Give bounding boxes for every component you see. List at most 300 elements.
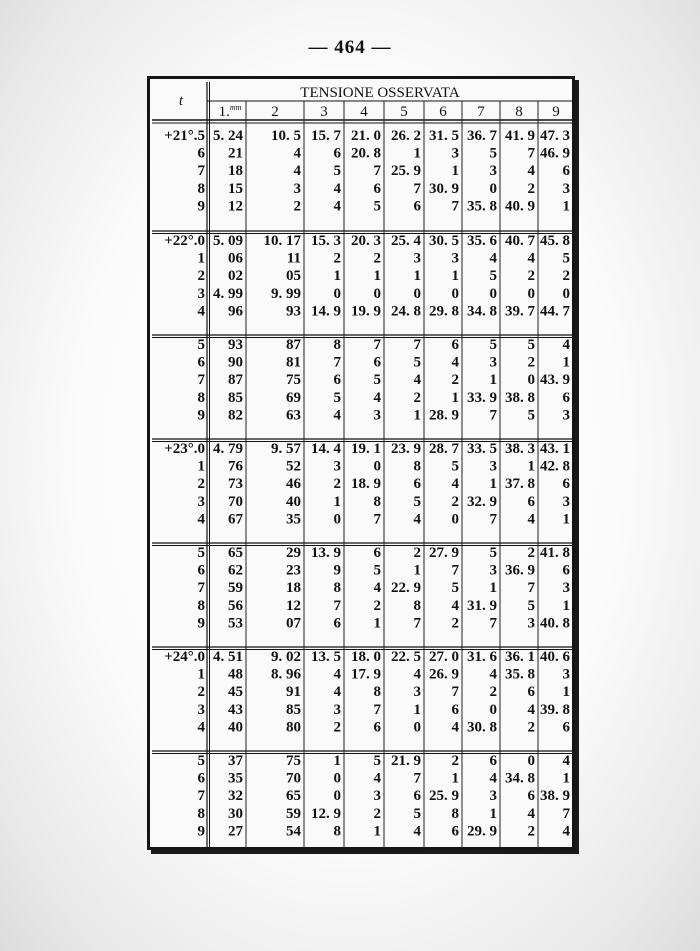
table-cell: 14. 9: [311, 303, 341, 320]
table-cell: 0: [333, 285, 341, 302]
table-cell: 1: [451, 770, 459, 787]
table-cell: 4: [413, 823, 421, 840]
table-cell: 8: [373, 493, 381, 510]
table-cell: 36. 7: [467, 128, 497, 144]
table-cell: 1: [562, 511, 570, 528]
table-cell: 37. 8: [505, 476, 535, 493]
row-label: 9: [197, 615, 205, 632]
table-cell: 6: [413, 476, 421, 493]
table-cell: 3: [489, 788, 497, 805]
table-cell: 13. 9: [311, 545, 341, 561]
table-cell: 21. 9: [391, 753, 421, 769]
table-cell: 3: [562, 666, 570, 683]
table-cell: 5: [489, 268, 497, 285]
table-cell: 6: [562, 163, 570, 180]
table-cell: 3: [562, 407, 570, 424]
table-cell: 2: [527, 719, 535, 736]
table-cell: 6: [373, 545, 381, 561]
table-cell: 93: [286, 303, 301, 320]
table-cell: 0: [527, 372, 535, 389]
table-cell: 40. 6: [540, 649, 570, 665]
table-cell: 8. 96: [271, 666, 301, 683]
row-label: 5: [197, 545, 205, 561]
table-cell: 20. 8: [351, 145, 381, 162]
table-cell: 7: [413, 615, 421, 632]
row-label: 7: [197, 788, 205, 805]
table-cell: 3: [489, 354, 497, 371]
table-cell: 85: [286, 701, 301, 718]
table-cell: 25. 4: [391, 233, 421, 249]
table-cell: 6: [451, 701, 459, 718]
table-cell: 6: [333, 372, 341, 389]
table-cell: 19. 1: [351, 441, 381, 457]
table-cell: 34. 8: [505, 770, 535, 787]
table-cell: 34. 8: [467, 303, 497, 320]
table-cell: 7: [489, 407, 497, 424]
table-cell: 6: [489, 753, 497, 769]
table-cell: 5: [373, 198, 381, 215]
table-cell: 12: [228, 198, 243, 215]
table-cell: 7: [489, 511, 497, 528]
table-cell: 63: [286, 407, 301, 424]
table-cell: 18. 0: [351, 649, 381, 665]
table-cell: 4: [527, 163, 535, 180]
row-label: +23°.0: [164, 441, 205, 457]
table-cell: 29. 8: [429, 303, 459, 320]
table-cell: 2: [333, 250, 341, 267]
table-cell: 4: [413, 511, 421, 528]
table-cell: 7: [451, 562, 459, 579]
table-cell: 2: [527, 354, 535, 371]
table-cell: 30: [228, 805, 243, 822]
table-cell: 59: [286, 805, 301, 822]
table-cell: 1: [413, 145, 421, 162]
table-cell: 9. 57: [271, 441, 301, 457]
table-cell: 5: [562, 250, 570, 267]
table-cell: 4: [373, 389, 381, 406]
table-cell: 62: [228, 562, 243, 579]
table-cell: 7: [413, 337, 421, 353]
table-cell: 7: [451, 684, 459, 701]
table-cell: 46. 9: [540, 145, 570, 162]
table-cell: 30. 5: [429, 233, 459, 249]
table-cell: 0: [333, 788, 341, 805]
table-cell: 43. 1: [540, 441, 570, 457]
table-cell: 18. 9: [351, 476, 381, 493]
row-label: 2: [197, 268, 205, 285]
table-cell: 65: [286, 788, 301, 805]
table-cell: 54: [286, 823, 301, 840]
table-cell: 5: [527, 407, 535, 424]
table-cell: 26. 9: [429, 666, 459, 683]
row-label: 4: [197, 719, 205, 736]
table-cell: 4. 51: [213, 649, 243, 665]
table-cell: 9. 99: [271, 285, 301, 302]
table-cell: 4: [451, 719, 459, 736]
table-cell: 30. 9: [429, 180, 459, 197]
table-cell: 15: [228, 180, 243, 197]
column-header: 7: [477, 104, 485, 120]
table-cell: 1: [489, 805, 497, 822]
table-cell: 4: [527, 250, 535, 267]
row-label: +22°.0: [164, 233, 205, 249]
table-cell: 3: [489, 163, 497, 180]
table-cell: 4: [451, 597, 459, 614]
row-label: 9: [197, 407, 205, 424]
table-cell: 4: [373, 580, 381, 597]
table-cell: 1: [413, 268, 421, 285]
table-cell: 3: [413, 250, 421, 267]
table-cell: 2: [451, 493, 459, 510]
table-cell: 12. 9: [311, 805, 341, 822]
table-cell: 27. 9: [429, 545, 459, 561]
table-cell: 3: [489, 562, 497, 579]
table-cell: 4: [373, 770, 381, 787]
table-cell: 2: [527, 268, 535, 285]
row-label: 7: [197, 580, 205, 597]
table-cell: 33. 5: [467, 441, 497, 457]
table-cell: 6: [562, 389, 570, 406]
table-cell: 6: [527, 788, 535, 805]
column-header: 5: [400, 104, 408, 120]
table-cell: 46: [286, 476, 301, 493]
table-cell: 3: [562, 180, 570, 197]
table-cell: 39. 7: [505, 303, 535, 320]
row-label: 8: [197, 597, 205, 614]
table-cell: 29: [286, 545, 301, 561]
table-cell: 45. 8: [540, 233, 570, 249]
row-label: 7: [197, 372, 205, 389]
table-cell: 3: [333, 701, 341, 718]
table-cell: 1: [451, 268, 459, 285]
table-cell: 31. 6: [467, 649, 497, 665]
table-cell: 40: [286, 493, 301, 510]
table-cell: 1: [451, 163, 459, 180]
table-cell: 3: [451, 250, 459, 267]
table-cell: 13. 5: [311, 649, 341, 665]
table-cell: 65: [228, 545, 243, 561]
row-label: 2: [197, 476, 205, 493]
table-cell: 3: [562, 580, 570, 597]
table-cell: 41. 9: [505, 128, 535, 144]
table-cell: 23: [286, 562, 301, 579]
table-cell: 5: [489, 145, 497, 162]
table-cell: 25. 9: [429, 788, 459, 805]
row-label: 6: [197, 562, 205, 579]
row-label: 1: [197, 250, 205, 267]
table-cell: 27. 0: [429, 649, 459, 665]
table-cell: 0: [489, 701, 497, 718]
table-cell: 4: [562, 337, 570, 353]
table-cell: 5: [489, 337, 497, 353]
table-cell: 7: [562, 805, 570, 822]
group-header: TENSIONE OSSERVATA: [300, 85, 460, 101]
table-cell: 43: [228, 701, 243, 718]
table-cell: 2: [451, 753, 459, 769]
table-cell: 2: [413, 389, 421, 406]
table-cell: 2: [333, 719, 341, 736]
table-cell: 4. 79: [213, 441, 243, 457]
table-cell: 0: [333, 770, 341, 787]
table-cell: 1: [489, 476, 497, 493]
row-label: +24°.0: [164, 649, 205, 665]
column-header: 4: [360, 104, 368, 120]
table-cell: 96: [228, 303, 243, 320]
table-cell: 7: [451, 198, 459, 215]
table-cell: 21: [228, 145, 243, 162]
table-cell: 0: [413, 285, 421, 302]
table-cell: 70: [228, 493, 243, 510]
table-cell: 0: [451, 285, 459, 302]
table-cell: 47. 3: [540, 128, 570, 144]
table-cell: 2: [489, 684, 497, 701]
table-cell: 2: [527, 180, 535, 197]
table-cell: 28. 9: [429, 407, 459, 424]
table-cell: 6: [451, 337, 459, 353]
table-cell: 76: [228, 458, 243, 475]
table-cell: 3: [373, 788, 381, 805]
table-cell: 2: [451, 372, 459, 389]
table-cell: 7: [527, 580, 535, 597]
table-cell: 6: [527, 493, 535, 510]
table-cell: 4: [333, 407, 341, 424]
table-cell: 2: [373, 805, 381, 822]
table-cell: 8: [451, 805, 459, 822]
row-label: 8: [197, 180, 205, 197]
table-cell: 0: [562, 285, 570, 302]
table-cell: 39. 8: [540, 701, 570, 718]
column-header: 6: [439, 104, 447, 120]
table-cell: 56: [228, 597, 243, 614]
row-label: 5: [197, 337, 205, 353]
table-cell: 3: [489, 458, 497, 475]
table-cell: 02: [228, 268, 243, 285]
table-cell: 22. 9: [391, 580, 421, 597]
table-cell: 41. 8: [540, 545, 570, 561]
table-cell: 0: [413, 719, 421, 736]
table-cell: 35. 8: [505, 666, 535, 683]
table-cell: 8: [373, 684, 381, 701]
table-cell: 3: [451, 145, 459, 162]
table-cell: 3: [373, 407, 381, 424]
table-cell: 1: [562, 684, 570, 701]
table-cell: 3: [527, 615, 535, 632]
table-cell: 7: [373, 337, 381, 353]
table-cell: 10. 5: [271, 128, 301, 144]
table-cell: 1: [562, 198, 570, 215]
table-cell: 9. 02: [271, 649, 301, 665]
table-cell: 11: [286, 250, 301, 267]
table-cell: 5. 09: [213, 233, 243, 249]
stub-header: t: [178, 93, 184, 109]
table-cell: 10. 17: [263, 233, 301, 249]
table-cell: 1: [373, 823, 381, 840]
table-cell: 4: [489, 770, 497, 787]
table-cell: 0: [373, 458, 381, 475]
column-header: 2: [271, 104, 279, 120]
table-cell: 48: [228, 666, 243, 683]
table-cell: 12: [286, 597, 301, 614]
table-cell: 07: [286, 615, 301, 632]
table-cell: 87: [228, 372, 243, 389]
table-cell: 35. 6: [467, 233, 497, 249]
row-label: 9: [197, 198, 205, 215]
table-cell: 35: [228, 770, 243, 787]
table-cell: 6: [451, 823, 459, 840]
table-cell: 4: [451, 476, 459, 493]
table-cell: 5: [413, 493, 421, 510]
table-cell: 4: [293, 145, 301, 162]
table-cell: 44. 7: [540, 303, 570, 320]
table-cell: 33. 9: [467, 389, 497, 406]
table-cell: 6: [373, 180, 381, 197]
table-cell: 5: [527, 597, 535, 614]
row-label: 1: [197, 458, 205, 475]
table-cell: 4: [489, 666, 497, 683]
table-cell: 4: [333, 180, 341, 197]
table-cell: 4: [562, 823, 570, 840]
table-cell: 36. 1: [505, 649, 535, 665]
table-cell: 6: [413, 788, 421, 805]
table-cell: 22. 5: [391, 649, 421, 665]
table-cell: 18: [286, 580, 301, 597]
table-cell: 32: [228, 788, 243, 805]
table-cell: 4: [333, 666, 341, 683]
table-cell: 5: [413, 805, 421, 822]
table-cell: 3: [333, 458, 341, 475]
row-label: 9: [197, 823, 205, 840]
table-cell: 38. 9: [540, 788, 570, 805]
table-cell: 4: [413, 666, 421, 683]
column-header: 8: [515, 104, 523, 120]
column-header: 3: [320, 104, 328, 120]
table-cell: 1: [562, 597, 570, 614]
table-cell: 0: [527, 753, 535, 769]
table-cell: 6: [527, 684, 535, 701]
table-cell: 5: [373, 372, 381, 389]
page-number: — 464 —: [308, 37, 392, 58]
row-label: 6: [197, 354, 205, 371]
table-cell: 80: [286, 719, 301, 736]
table-cell: 1: [373, 615, 381, 632]
table-cell: 4: [333, 198, 341, 215]
table-cell: 5: [373, 562, 381, 579]
table-cell: 2: [527, 823, 535, 840]
table-cell: 19. 9: [351, 303, 381, 320]
table-cell: 15. 3: [311, 233, 341, 249]
table-cell: 5: [333, 163, 341, 180]
table-cell: 5: [373, 753, 381, 769]
table-cell: 15. 7: [311, 128, 341, 144]
row-label: 1: [197, 666, 205, 683]
table-cell: 0: [489, 180, 497, 197]
table-cell: 2: [562, 268, 570, 285]
table-cell: 35: [286, 511, 301, 528]
table-cell: 0: [489, 285, 497, 302]
table-cell: 17. 9: [351, 666, 381, 683]
table-cell: 4: [413, 372, 421, 389]
table-cell: 2: [373, 597, 381, 614]
table-cell: 7: [373, 511, 381, 528]
table-cell: 4: [451, 354, 459, 371]
row-label: 6: [197, 770, 205, 787]
row-label: 7: [197, 163, 205, 180]
table-cell: 85: [228, 389, 243, 406]
table-cell: 4: [527, 701, 535, 718]
table-cell: 42. 8: [540, 458, 570, 475]
row-label: 3: [197, 285, 205, 302]
table-cell: 23. 9: [391, 441, 421, 457]
table-cell: 0: [333, 511, 341, 528]
table-cell: 6: [413, 198, 421, 215]
table-cell: 29. 9: [467, 823, 497, 840]
row-label: 3: [197, 701, 205, 718]
table-cell: 91: [286, 684, 301, 701]
table-cell: 6: [562, 562, 570, 579]
table-cell: 1: [489, 372, 497, 389]
table-cell: 1: [333, 753, 341, 769]
table-cell: 6: [333, 615, 341, 632]
table-cell: 8: [413, 597, 421, 614]
table-cell: 7: [373, 701, 381, 718]
table-cell: 4: [527, 805, 535, 822]
table-cell: 7: [373, 163, 381, 180]
table-cell: 2: [293, 198, 301, 215]
table-cell: 5: [333, 389, 341, 406]
table-cell: 31. 9: [467, 597, 497, 614]
table-cell: 2: [527, 545, 535, 561]
table-cell: 0: [527, 285, 535, 302]
table-cell: 8: [333, 580, 341, 597]
row-label: +21°.5: [164, 128, 205, 144]
table-cell: 7: [527, 145, 535, 162]
table-cell: 31. 5: [429, 128, 459, 144]
table-cell: 30. 8: [467, 719, 497, 736]
table-cell: 5: [413, 354, 421, 371]
row-label: 5: [197, 753, 205, 769]
table-cell: 8: [333, 823, 341, 840]
table-cell: 26. 2: [391, 128, 421, 144]
table-cell: 5: [489, 545, 497, 561]
table-cell: 36. 9: [505, 562, 535, 579]
table-cell: 2: [413, 545, 421, 561]
table-cell: 75: [286, 372, 301, 389]
table-cell: 6: [373, 354, 381, 371]
table-cell: 7: [413, 770, 421, 787]
table-cell: 38. 8: [505, 389, 535, 406]
table-cell: 18: [228, 163, 243, 180]
table-cell: 35. 8: [467, 198, 497, 215]
table-cell: 73: [228, 476, 243, 493]
table-cell: 75: [286, 753, 301, 769]
table-cell: 81: [286, 354, 301, 371]
table-cell: 32. 9: [467, 493, 497, 510]
row-label: 3: [197, 493, 205, 510]
row-label: 6: [197, 145, 205, 162]
table-cell: 06: [228, 250, 243, 267]
table-cell: 7: [333, 597, 341, 614]
table-cell: 2: [373, 250, 381, 267]
table-cell: 59: [228, 580, 243, 597]
table-cell: 93: [228, 337, 243, 353]
table-cell: 52: [286, 458, 301, 475]
table-cell: 4. 99: [213, 285, 243, 302]
table-cell: 1: [562, 770, 570, 787]
table-cell: 3: [562, 493, 570, 510]
table-cell: 0: [451, 511, 459, 528]
table-cell: 2: [451, 615, 459, 632]
table-cell: 43. 9: [540, 372, 570, 389]
